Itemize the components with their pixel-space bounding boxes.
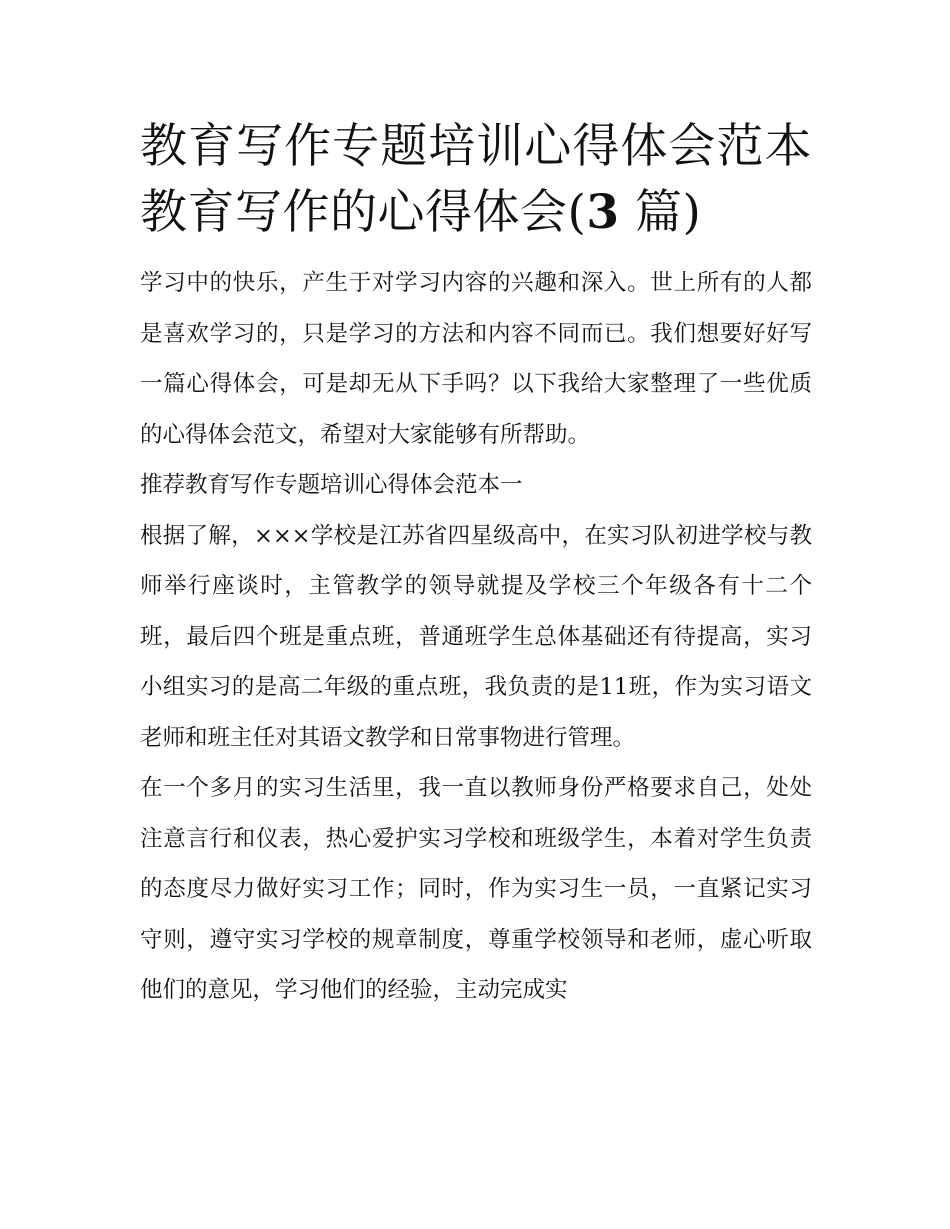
document-title xyxy=(140,114,812,246)
title-text: 教育写作专题培训心得体会范本 教育写作的心得体会( xyxy=(140,119,812,240)
body-paragraph: 在一个多月的实习生活里，我一直以教师身份严格要求自己，处处注意言行和仪表，热心爱护实习学校和班级学生，本着对学生负责的态度尽力做好实习工作；同时，作为实习生一员，一直紧记实习守则，遵守实习学校的规章制度，尊重学校领导和老师，虚心听取他们的意见，学习他们的经验，主动完成实 xyxy=(140,775,812,1003)
title-count: 3 xyxy=(586,185,620,240)
title-suffix: 篇) xyxy=(619,185,702,240)
section-heading: 推荐教育写作专题培训心得体会范本一 xyxy=(140,472,523,498)
intro-paragraph: 学习中的快乐，产生于对学习内容的兴趣和深入。世上所有的人都是喜欢学习的，只是学习的方法和内容不同而已。我们想要好好写一篇心得体会，可是却无从下手吗？以下我给大家整理了一些优质的心得体会范文，希望对大家能够有所帮助。 xyxy=(140,270,812,448)
document-content xyxy=(140,114,812,1016)
document-body xyxy=(140,258,812,1016)
body-paragraph: 根据了解，×××学校是江苏省四星级高中，在实习队初进学校与教师举行座谈时，主管教学的领导就提及学校三个年级各有十二个班，最后四个班是重点班，普通班学生总体基础还有待提高，实习小组实习的是高二年级的重点班，我负责的是11班，作为实习语文老师和班主任对其语文教学和日常事物进行管理。 xyxy=(140,522,812,751)
